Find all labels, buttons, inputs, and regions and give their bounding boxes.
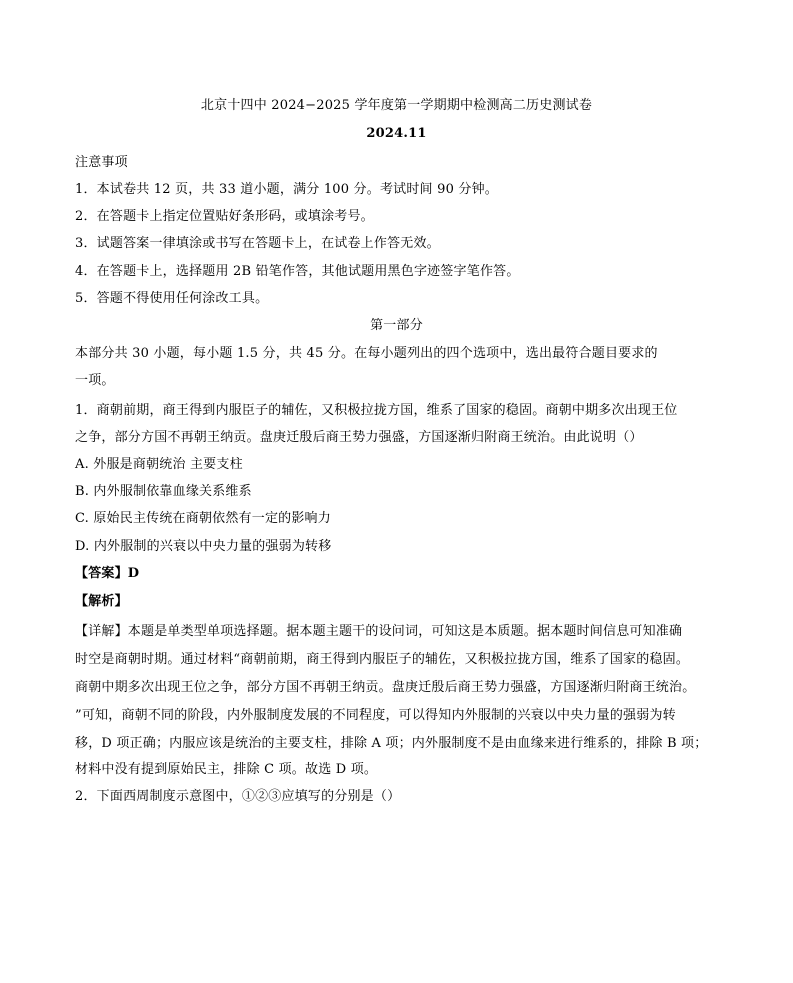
- q1-detail-line: 材料中没有提到原始民主，排除 C 项。故选 D 项。: [75, 762, 378, 777]
- exam-title: 北京十四中 2024−2025 学年度第一学期期中检测高二历史测试卷: [200, 98, 593, 113]
- notice-item: 4．在答题卡上，选择题用 2B 铅笔作答，其他试题用黑色字迹签字笔作答。: [75, 264, 520, 279]
- notice-item: 3．试题答案一律填涂或书写在答题卡上，在试卷上作答无效。: [75, 236, 440, 251]
- q1-option-d: D. 内外服制的兴衰以中央力量的强弱为转移: [75, 539, 332, 554]
- part-heading: 第一部分: [370, 318, 423, 333]
- q1-detail-line: 商朝中期多次出现王位之争，部分方国不再朝王纳贡。盘庚迁殷后商王势力强盛，方国逐渐归附商王统治。: [75, 680, 696, 695]
- q1-analysis-heading: 【解析】: [75, 594, 128, 609]
- q1-detail-line: 移，D 项正确；内服应该是统治的主要支柱，排除 A 项；内外服制度不是由血缘来进行维系的，排除 B 项；: [75, 736, 708, 751]
- notice-item: 1．本试卷共 12 页，共 33 道小题，满分 100 分。考试时间 90 分钟。: [75, 182, 498, 197]
- q1-detail-line: 时空是商朝时期。通过材料“商朝前期，商王得到内服臣子的辅佐，又积极拉拢方国，维系了国家的稳固。: [75, 652, 690, 667]
- q1-detail-line: ”可知，商朝不同的阶段，内外服制度发展的不同程度，可以得知内外服制的兴衰以中央力量的强弱为转: [75, 708, 676, 723]
- q1-option-b: B. 内外服制依靠血缘关系维系: [75, 484, 252, 499]
- part-instructions-line: 本部分共 30 小题，每小题 1.5 分，共 45 分。在每小题列出的四个选项中，选出最符合题目要求的: [75, 346, 658, 361]
- q1-stem-line: 1．商朝前期，商王得到内服臣子的辅佐，又积极拉拢方国，维系了国家的稳固。商朝中期多次出现王位: [75, 403, 678, 418]
- exam-date: 2024.11: [366, 126, 427, 141]
- q1-stem-line: 之争，部分方国不再朝王纳贡。盘庚迁殷后商王势力强盛，方国逐渐归附商王统治。由此说明（）: [75, 430, 643, 445]
- q1-answer: 【答案】D: [75, 566, 140, 581]
- q1-detail-line: 【详解】本题是单类型单项选择题。据本题主题干的设问词，可知这是本质题。据本题时间信息可知准确: [75, 624, 683, 639]
- q2-stem: 2．下面西周制度示意图中，①②③应填写的分别是（）: [75, 789, 401, 804]
- notice-item: 5．答题不得使用任何涂改工具。: [75, 291, 269, 306]
- notice-heading: 注意事项: [75, 155, 128, 170]
- part-instructions-line: 一项。: [75, 373, 115, 388]
- q1-option-c: C. 原始民主传统在商朝依然有一定的影响力: [75, 511, 331, 526]
- q1-option-a: A. 外服是商朝统治 主要支柱: [75, 457, 243, 472]
- notice-item: 2．在答题卡上指定位置贴好条形码，或填涂考号。: [75, 209, 374, 224]
